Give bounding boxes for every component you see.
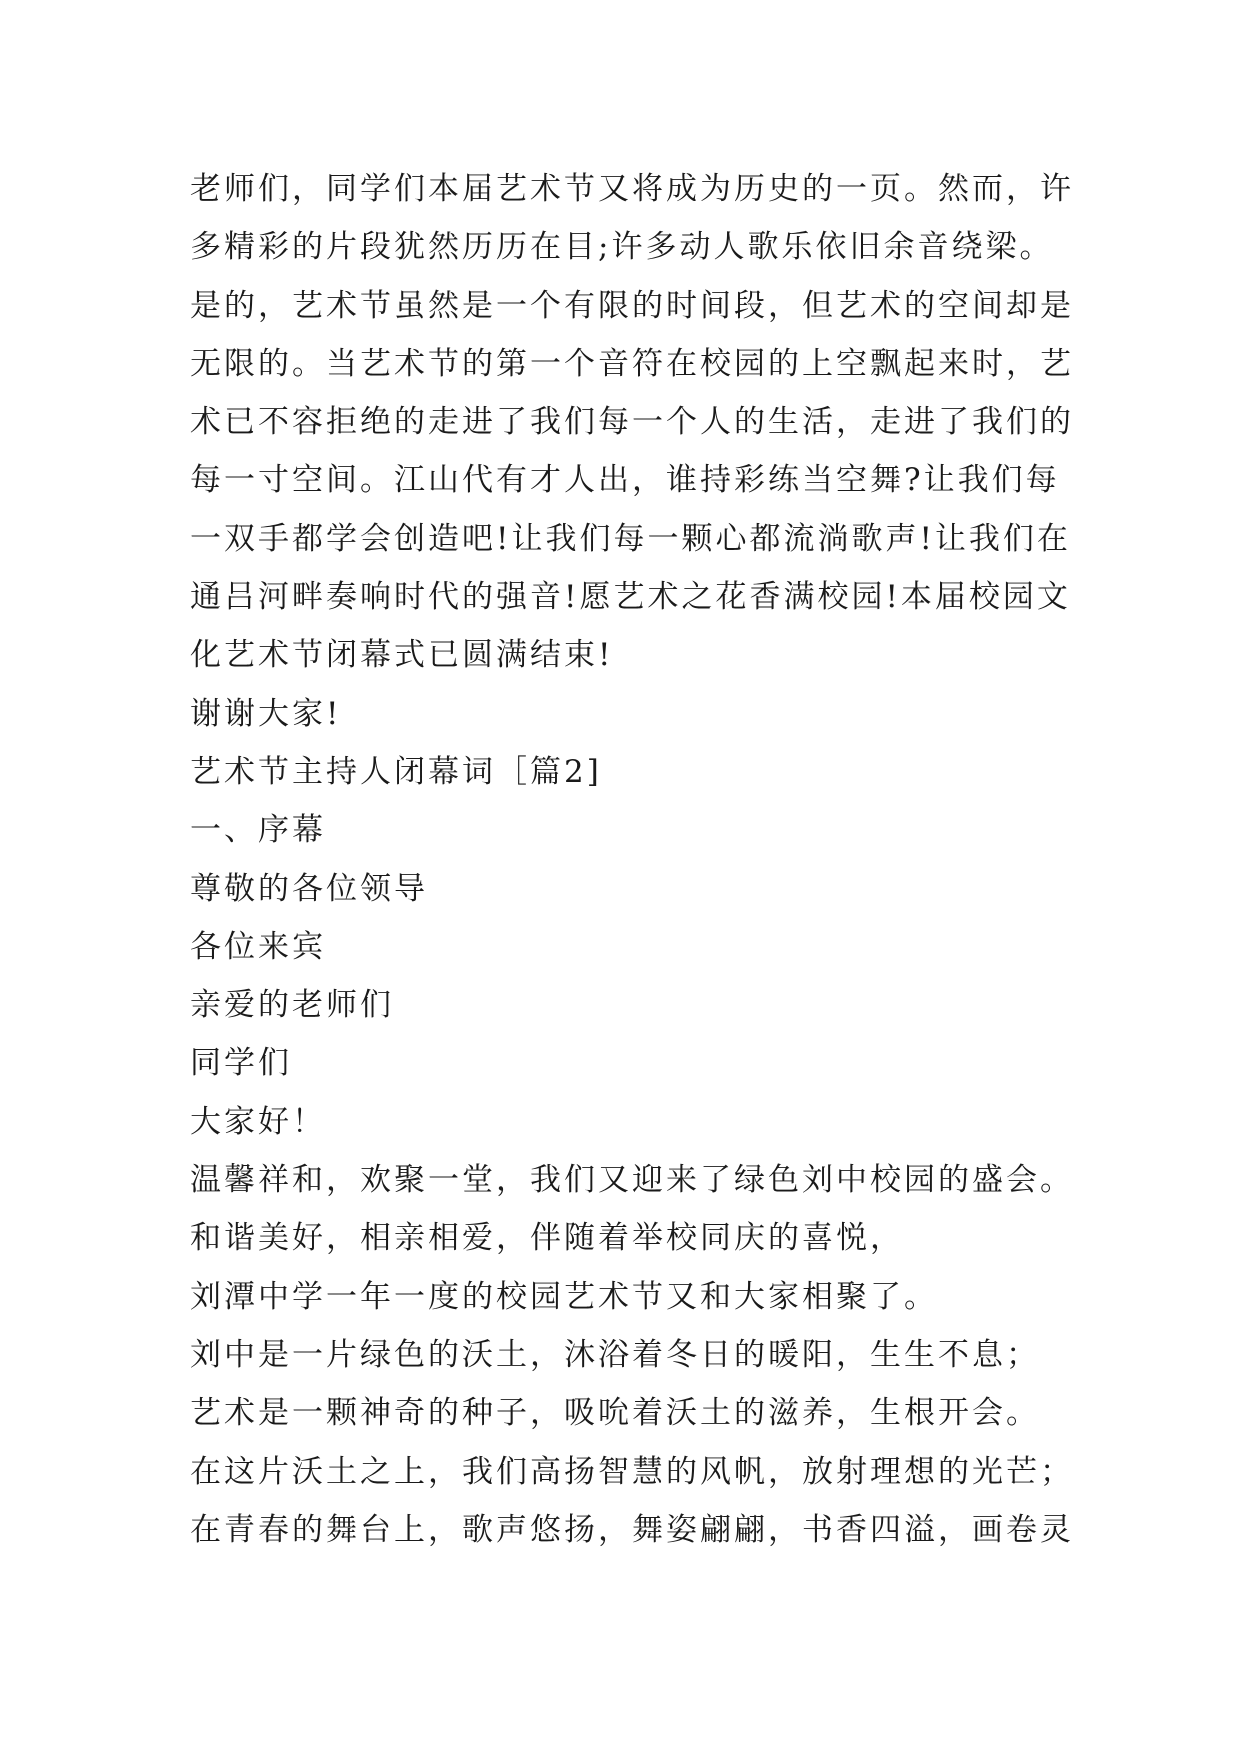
text-line: 在这片沃土之上，我们高扬智慧的风帆，放射理想的光芒； <box>190 1453 1074 1490</box>
document-body <box>190 160 1074 1559</box>
text-line: 艺术是一颗神奇的种子，吸吮着沃土的滋养，生根开会。 <box>190 1395 1040 1432</box>
text-line: 无限的。当艺术节的第一个音符在校园的上空飘起来时，艺 <box>190 345 1074 382</box>
text-line: 多精彩的片段犹然历历在目;许多动人歌乐依旧余音绕梁。 <box>190 229 1054 266</box>
text-line: 老师们，同学们本届艺术节又将成为历史的一页。然而，许 <box>190 171 1074 207</box>
greeting-line: 亲爱的老师们 <box>190 987 394 1024</box>
closing-thanks: 谢谢大家! <box>190 695 342 732</box>
text-line: 一双手都学会创造吧!让我们每一颗心都流淌歌声!让我们在 <box>190 520 1071 557</box>
text-line: 每一寸空间。江山代有才人出，谁持彩练当空舞?让我们每 <box>190 462 1060 499</box>
text-line: 和谐美好，相亲相爱，伴随着举校同庆的喜悦， <box>190 1220 904 1257</box>
text-line: 化艺术节闭幕式已圆满结束! <box>190 637 614 674</box>
text-line: 刘中是一片绿色的沃土，沐浴着冬日的暖阳，生生不息； <box>190 1336 1040 1373</box>
greeting-line: 各位来宾 <box>190 928 326 965</box>
text-line: 在青春的舞台上，歌声悠扬，舞姿翩翩，书香四溢，画卷灵 <box>190 1511 1074 1548</box>
text-line: 通吕河畔奏响时代的强音!愿艺术之花香满校园!本届校园文 <box>190 579 1071 616</box>
text-line: 是的，艺术节虽然是一个有限的时间段，但艺术的空间却是 <box>190 287 1074 324</box>
greeting-line: 同学们 <box>190 1045 292 1082</box>
section-title: 艺术节主持人闭幕词［篇2] <box>190 753 602 790</box>
text-line: 温馨祥和，欢聚一堂，我们又迎来了绿色刘中校园的盛会。 <box>190 1162 1074 1199</box>
text-line: 术已不容拒绝的走进了我们每一个人的生活，走进了我们的 <box>190 404 1074 441</box>
text-line: 刘潭中学一年一度的校园艺术节又和大家相聚了。 <box>190 1278 938 1315</box>
greeting-line: 尊敬的各位领导 <box>190 870 428 907</box>
section-heading: 一、序幕 <box>190 812 326 849</box>
greeting-line: 大家好！ <box>190 1103 326 1140</box>
